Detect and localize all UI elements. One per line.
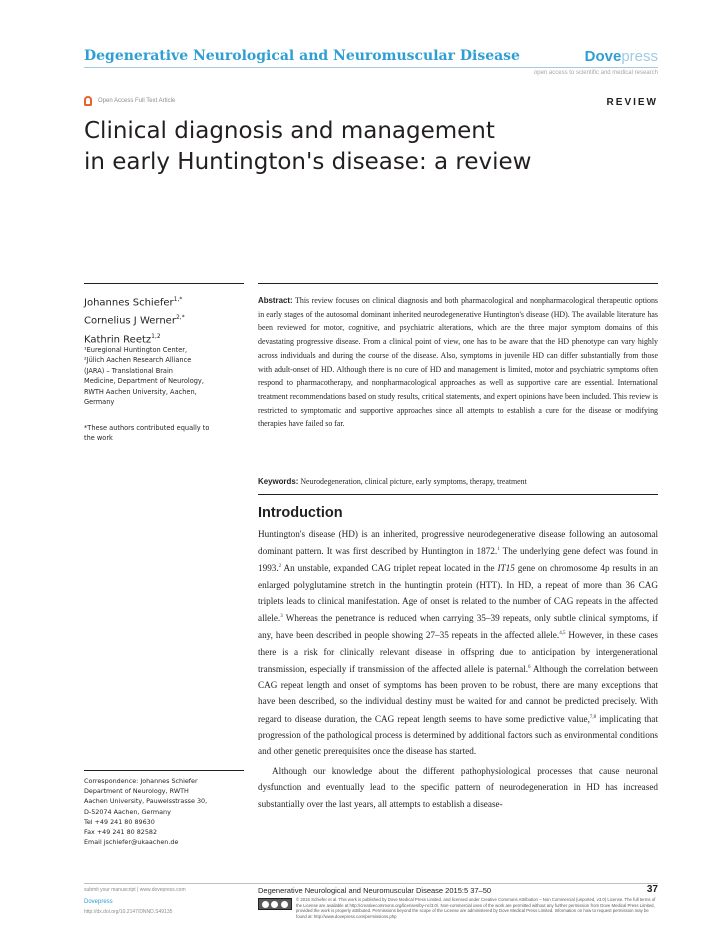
abstract-top-divider <box>258 283 658 284</box>
text-run: Huntington's disease (HD) is an inherited, progressive neurodegenerative disease following an autosomal dominant pattern. It was first described by Huntington in 1872. <box>258 529 658 557</box>
text-run: However, in these cases there is a risk for clinically relevant disease in offspring due to anticipation by intergenerational transmission, especially if transmission of the affected allele is paternal. <box>258 630 658 674</box>
header-divider <box>84 67 658 68</box>
affiliations <box>84 345 249 407</box>
journal-name: Degenerative Neurological and Neuromuscular Disease <box>84 48 520 64</box>
correspondence <box>84 776 249 847</box>
author-name: Cornelius J Werner <box>84 315 176 327</box>
equal-contribution-note <box>84 423 249 444</box>
correspondence-divider <box>84 770 244 771</box>
correspondence-line: Tel +49 241 80 89630 <box>84 817 155 826</box>
correspondence-line: Department of Neurology, RWTH <box>84 787 189 796</box>
cc-dot <box>281 901 288 908</box>
cc-dot <box>262 901 269 908</box>
reference-marker[interactable]: 3 <box>280 614 283 620</box>
affiliation-line: Medicine, Department of Neurology, <box>84 377 204 386</box>
affiliation-line: RWTH Aachen University, Aachen, <box>84 387 197 396</box>
publisher-logo[interactable] <box>585 48 658 65</box>
publisher-name-bold: Dove <box>584 48 622 65</box>
text-run: Whereas the penetrance is reduced when carrying 35–39 repeats, only subtle clinical symptoms, if any, have been described in people showing 27–35 repeats in the affected allele. <box>258 613 658 641</box>
reference-marker[interactable]: 4,5 <box>559 631 566 637</box>
text-run: Although the correlation between CAG repeat length and onset of symptoms has been proven to be robust, there are many exceptions that have been described, so the individual destiny must be waited for and cannot be predicted precisely. With regard to disease duration, the CAG repeat length seems to have some predictive value, <box>258 663 658 724</box>
reference-marker[interactable]: 6 <box>528 664 531 670</box>
title-line-1: Clinical diagnosis and management <box>84 118 495 144</box>
keywords-text: Neurodegeneration, clinical picture, early symptoms, therapy, treatment <box>298 477 527 486</box>
abstract <box>258 294 658 431</box>
text-run: implicating that progression of the pathological process is determined by additional factors such as environmental conditions and other genetic prerequisites once the disease has started. <box>258 713 659 757</box>
text-run: The underlying gene defect was found in 1993. <box>258 546 658 574</box>
license-statement: © 2015 Schiefer et al. This work is published by Dove Medical Press Limited, and licensed under Creative Commons Attribution – Non Commercial (unported, v3.0) License. The full terms of the License are available at http://creativecommons.org/licenses/by-nc/3.0/. Non-commercial uses of the work are permitted without any further permission from Dove Medical Press Limited, provided the work is properly attributed. Permissions beyond the scope of the License are administered by Dove Medical Press Limited. Information on how to request permission may be found at: http://www.dovepress.com/permissions.php <box>296 897 656 920</box>
footer-dovepress-link[interactable]: Dovepress <box>84 899 113 905</box>
gene-name: IT15 <box>497 563 515 574</box>
article-type: REVIEW <box>606 97 658 108</box>
author-affiliation-marker: 1,* <box>173 296 183 303</box>
text-run: gene on chromosome 4p results in an enlarged polyglutamine stretch in the huntingtin protein (HTT). In HD, a repeat of more than 36 CAG triplets leads to clinical manifestation. Age of onset is related to the number of CAG repeats in the affected allele. <box>258 563 659 624</box>
note-line: the work <box>84 434 113 443</box>
note-line: *These authors contributed equally to <box>84 424 210 432</box>
publisher-tagline: open access to scientific and medical research <box>533 70 658 76</box>
open-access-row <box>84 96 175 106</box>
reference-marker[interactable]: 7,8 <box>589 714 597 720</box>
correspondence-line: Aachen University, Pauwelsstrasse 30, <box>84 797 208 806</box>
affiliation-line: (JARA) – Translational Brain <box>84 366 173 375</box>
keywords-label: Keywords: <box>258 477 299 486</box>
affiliation-line: ²Jülich Aachen Research Alliance <box>84 356 192 365</box>
affiliation-line: ¹Euregional Huntington Center, <box>84 346 188 354</box>
journal-citation: Degenerative Neurological and Neuromuscular Disease 2015:5 37–50 <box>258 886 492 895</box>
introduction-body <box>258 526 658 812</box>
abstract-text: This review focuses on clinical diagnosis and both pharmacological and nonpharmacological therapeutic options in early stages of the autosomal dominant inherited neurodegenerative Huntington's disease (HD). The available literature has been reviewed for motor, cognitive, and psychiatric alterations, which are the three major symptom domains of this devastating progressive disease. From a clinical point of view, one has to be aware that the HD phenotype can vary highly across individuals and during the course of the disease. Also, symptoms in juvenile HD can differ substantially from those with adult-onset of HD. Although there is no cure of HD and management is limited, motor and psychiatric symptoms often respond to pharmacotherapy, and nonpharmacological approaches as well as supportive care are essential. International treatment recommendations based on study results, critical statements, and expert opinions have been included. This review is restricted to symptomatic and supportive approaches since all attempts to establish a cure for the disease or modifying therapies have failed so far. <box>258 296 658 429</box>
open-access-label: Open Access Full Text Article <box>98 98 176 104</box>
author-name: Kathrin Reetz <box>84 333 152 345</box>
correspondence-line: Correspondence: Johannes Schiefer <box>84 777 198 785</box>
creative-commons-icon[interactable] <box>258 898 292 910</box>
correspondence-email[interactable]: Email jschiefer@ukaachen.de <box>84 838 179 847</box>
footer-divider <box>84 883 658 884</box>
doi-link[interactable]: http://dx.doi.org/10.2147/DNND.S49135 <box>84 909 173 915</box>
reference-marker[interactable]: 2 <box>278 564 282 570</box>
abstract-label: Abstract: <box>258 296 293 305</box>
publisher-name-light: press <box>621 48 658 65</box>
open-access-lock-icon <box>84 96 92 106</box>
article-title <box>84 116 604 178</box>
author-affiliation-marker: 1,2 <box>151 332 161 340</box>
correspondence-line: D-52074 Aachen, Germany <box>84 807 171 816</box>
authors-divider <box>84 283 244 284</box>
author-affiliation-marker: 2,* <box>175 314 185 322</box>
text-run: An unstable, expanded CAG triplet repeat located in the <box>281 563 498 574</box>
affiliation-line: Germany <box>84 398 115 407</box>
author-list <box>84 292 249 347</box>
paragraph <box>258 526 658 759</box>
submit-manuscript-link[interactable]: submit your manuscript | www.dovepress.com <box>84 887 186 893</box>
page-number: 37 <box>646 884 658 895</box>
author <box>84 310 249 328</box>
cc-dot <box>271 901 278 908</box>
section-heading-introduction: Introduction <box>258 505 343 521</box>
author-name: Johannes Schiefer <box>84 297 174 309</box>
keywords <box>258 475 658 488</box>
correspondence-line: Fax +49 241 80 82582 <box>84 828 158 837</box>
abstract-bottom-divider <box>258 494 658 495</box>
author <box>84 292 249 310</box>
paragraph: Although our knowledge about the different pathophysiological processes that cause neuronal dysfunction and eventually lead to the specific pattern of neurodegeneration in HD has increased substantially over the last years, all attempts to establish a disease- <box>258 766 658 809</box>
reference-marker[interactable]: 1 <box>497 547 500 553</box>
title-line-2: in early Huntington's disease: a review <box>84 149 532 175</box>
